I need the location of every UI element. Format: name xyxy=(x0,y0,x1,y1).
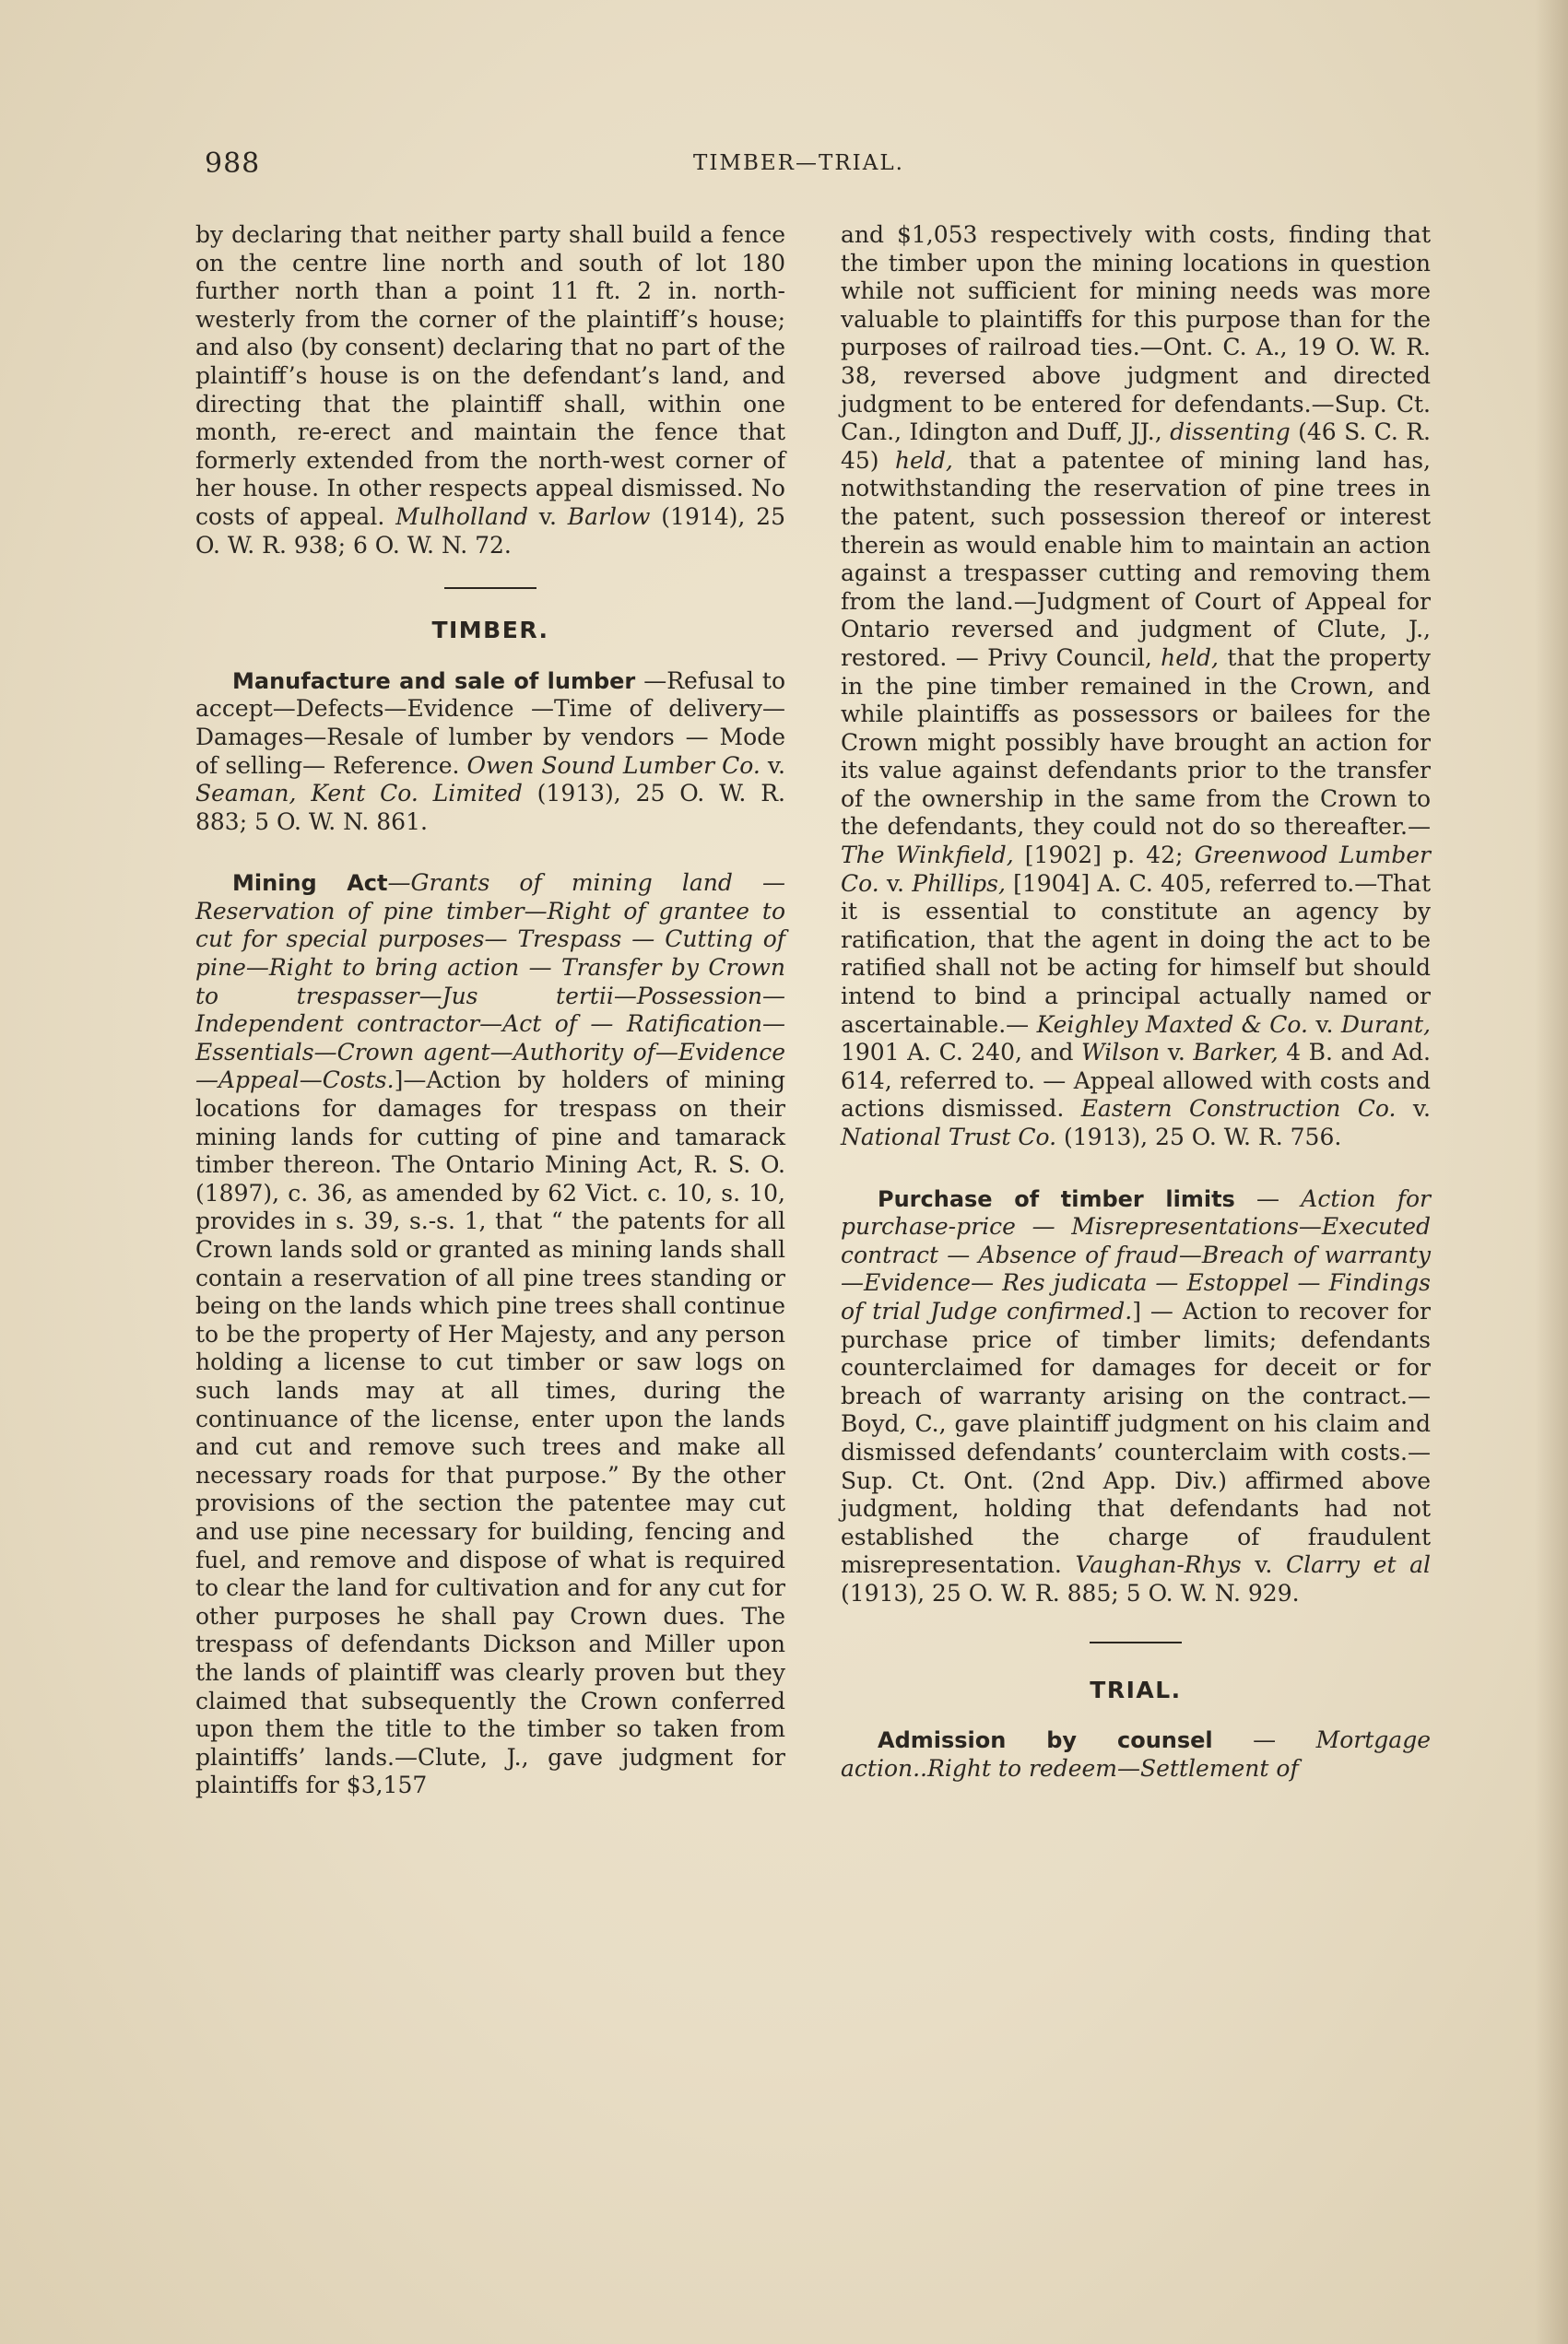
case-name: Barlow xyxy=(567,502,651,530)
italic-term: held, xyxy=(894,446,953,474)
italic-term: dissenting xyxy=(1170,418,1291,446)
page-number: 988 xyxy=(205,147,261,180)
left-column xyxy=(195,221,785,1800)
case-name: Mulholland xyxy=(395,502,528,530)
versus: v. xyxy=(878,869,913,897)
entry-heading: Manufacture and sale of lumber xyxy=(232,667,636,694)
entry-mining-act xyxy=(195,869,785,1800)
entry-manufacture-lumber xyxy=(195,667,785,837)
dash: — xyxy=(1212,1726,1316,1754)
case-name: Seaman, Kent Co. Limited xyxy=(195,780,523,807)
case-name: Greenwood Lumber Co. xyxy=(841,842,1431,897)
page-header xyxy=(205,147,1403,184)
running-head: TIMBER—TRIAL. xyxy=(693,151,904,175)
section-title-timber: TIMBER. xyxy=(431,617,549,644)
citation: (1913), 25 O. W. R. 756. xyxy=(1056,1124,1342,1150)
entry-text: (46 S. C. R. 45) xyxy=(841,418,1431,474)
case-name: Phillips, xyxy=(912,869,1006,897)
citation: [1902] p. 42; xyxy=(1013,842,1195,869)
entry-text: that the property in the pine timber remained in the Crown, and while plaintiffs as possessors or bailees for the Crown might possibly have brought an action for its value against defendants prior to the transfer of the ownership in the same from the Crown to the defendants, they could not do so thereafter.— xyxy=(841,643,1431,841)
right-column xyxy=(841,221,1431,1783)
entry-heading: Admission by counsel xyxy=(878,1727,1213,1754)
citation: (1913), 25 O. W. R. 883; 5 O. W. N. 861. xyxy=(195,780,785,835)
case-name: Wilson xyxy=(1081,1039,1161,1066)
entry-syllabus: —Grants of mining land —Reservation of pine timber—Right of grantee to cut for special purposes— Trespass — Cutting of pine—Right to bring action — Transfer by Crown to trespasser—Jus tertii—Possession—Independent contractor—Act of — Ratification—Essentials—Crown agent—Authority of—Evidence—Appeal—Costs. xyxy=(195,869,785,1094)
entry-heading: Mining Act xyxy=(232,870,388,897)
entry-text: 4 B. and Ad. 614, referred to. — Appeal allowed with costs and actions dismissed. xyxy=(841,1039,1431,1123)
versus: v. xyxy=(760,751,785,779)
entry-heading: Purchase of timber limits xyxy=(878,1185,1235,1212)
case-name: National Trust Co. xyxy=(841,1124,1057,1150)
case-name: Durant, xyxy=(1340,1010,1431,1038)
case-name: Clarry et al xyxy=(1285,1551,1431,1579)
continued-paragraph xyxy=(195,221,785,559)
case-name: Vaughan-Rhys xyxy=(1075,1551,1242,1579)
entry-text: [1904] A. C. 405, referred to.—That it is essential to constitute an agency by ratification, that the agent in doing the act to be ratified shall not be acting for himself but should intend to bind a principal actually named or ascertainable.— xyxy=(841,869,1431,1038)
versus: v. xyxy=(1241,1551,1286,1579)
versus: v. xyxy=(1396,1095,1431,1123)
citation: (1913), 25 O. W. R. 885; 5 O. W. N. 929. xyxy=(841,1579,1300,1607)
citation: (1914), 25 O. W. R. 938; 6 O. W. N. 72. xyxy=(195,502,785,559)
entry-syllabus: Mortgage action..Right to redeem—Settlement of xyxy=(841,1726,1431,1782)
versus: v. xyxy=(1160,1039,1194,1066)
case-name: Owen Sound Lumber Co. xyxy=(466,751,760,779)
paragraph-text: by declaring that neither party shall build a fence on the centre line north and south of lot 180 further north than a point 11 ft. 2 in. north-westerly from the corner of the plaintiff’s house; and also (by consent) declaring that no part of the plaintiff’s house is on the defendant’s land, and directing that the plaintiff shall, within one month, re-erect and maintain the fence that formerly extended from the north-west corner of her house. In other respects appeal dismissed. No costs of appeal. xyxy=(195,221,785,530)
citation: 1901 A. C. 240, and xyxy=(841,1039,1082,1066)
entry-text: and $1,053 respectively with costs, finding that the timber upon the mining locations in question while not sufficient for mining needs was more valuable to plaintiffs for this purpose than for the purposes of railroad ties.—Ont. C. A., 19 O. W. R. 38, reversed above judgment and directed judgment to be entered for defendants.—Sup. Ct. Can., Idington and Duff, JJ., xyxy=(841,221,1431,446)
section-title-trial: TRIAL. xyxy=(1090,1676,1182,1703)
dash: — xyxy=(1234,1184,1302,1212)
entry-syllabus: Action for purchase-price — Misrepresentations—Executed contract — Absence of fraud—Breach of warranty—Evidence— Res judicata — Estoppel — Findings of trial Judge confirmed. xyxy=(841,1184,1431,1325)
versus: v. xyxy=(1307,1010,1341,1038)
entry-admission-by-counsel xyxy=(841,1726,1431,1783)
versus: v. xyxy=(527,502,568,530)
case-name: Eastern Construction Co. xyxy=(1080,1095,1397,1123)
case-name: Keighley Maxted & Co. xyxy=(1036,1010,1308,1038)
entry-purchase-timber-limits xyxy=(841,1185,1431,1608)
case-name: Barker, xyxy=(1193,1039,1279,1066)
entry-text: ]—Action by holders of mining locations for damages for trespass on their mining lands for cutting of pine and tamarack timber thereon. The Ontario Mining Act, R. S. O. (1897), c. 36, as amended by 62 Vict. c. 10, s. 10, provides in s. 39, s.-s. 1, that “ the patents for all Crown lands sold or granted as mining lands shall contain a reservation of all pine trees standing or being on the lands which pine trees shall continue to be the property of Her Majesty, and any person holding a license to cut timber or saw logs on such lands may at all times, during the continuance of the license, enter upon the lands and cut and remove such trees and make all necessary roads for that purpose.” By the other provisions of the section the patentee may cut and use pine necessary for building, fencing and fuel, and remove and dispose of what is required to clear the land for cultivation and for any cut for other purposes he shall pay Crown dues. The trespass of defendants Dickson and Miller upon the lands of plaintiff was clearly proven but they claimed that subsequently the Crown conferred upon them the title to the timber so taken from plaintiffs’ lands.—Clute, J., gave judgment for plaintiffs for $3,157 xyxy=(195,1066,785,1799)
entry-text: ] — Action to recover for purchase price of timber limits; defendants counterclaimed for damages for deceit or for breach of warranty arising on the contract.—Boyd, C., gave plaintiff judgment on his claim and dismissed defendants’ counterclaim with costs.—Sup. Ct. Ont. (2nd App. Div.) affirmed above judgment, holding that defendants had not established the charge of fraudulent misrepresentation. xyxy=(841,1297,1431,1579)
entry-text: that a patentee of mining land has, notwithstanding the reservation of pine trees in the patent, such possession thereof or interest therein as would enable him to maintain an action against a trespasser cutting and removing them from the land.—Judgment of Court of Appeal for Ontario reversed and judgment of Clute, J., restored. — Privy Council, xyxy=(841,446,1431,671)
entry-mining-act-continued xyxy=(841,221,1431,1152)
page-edge-shadow xyxy=(1535,0,1568,2344)
case-name: The Winkfield, xyxy=(841,842,1014,869)
entry-text: —Refusal to accept—Defects—Evidence —Time of delivery—Damages—Resale of lumber by vendors — Mode of selling— Reference. xyxy=(195,666,785,779)
italic-term: held, xyxy=(1161,643,1219,671)
